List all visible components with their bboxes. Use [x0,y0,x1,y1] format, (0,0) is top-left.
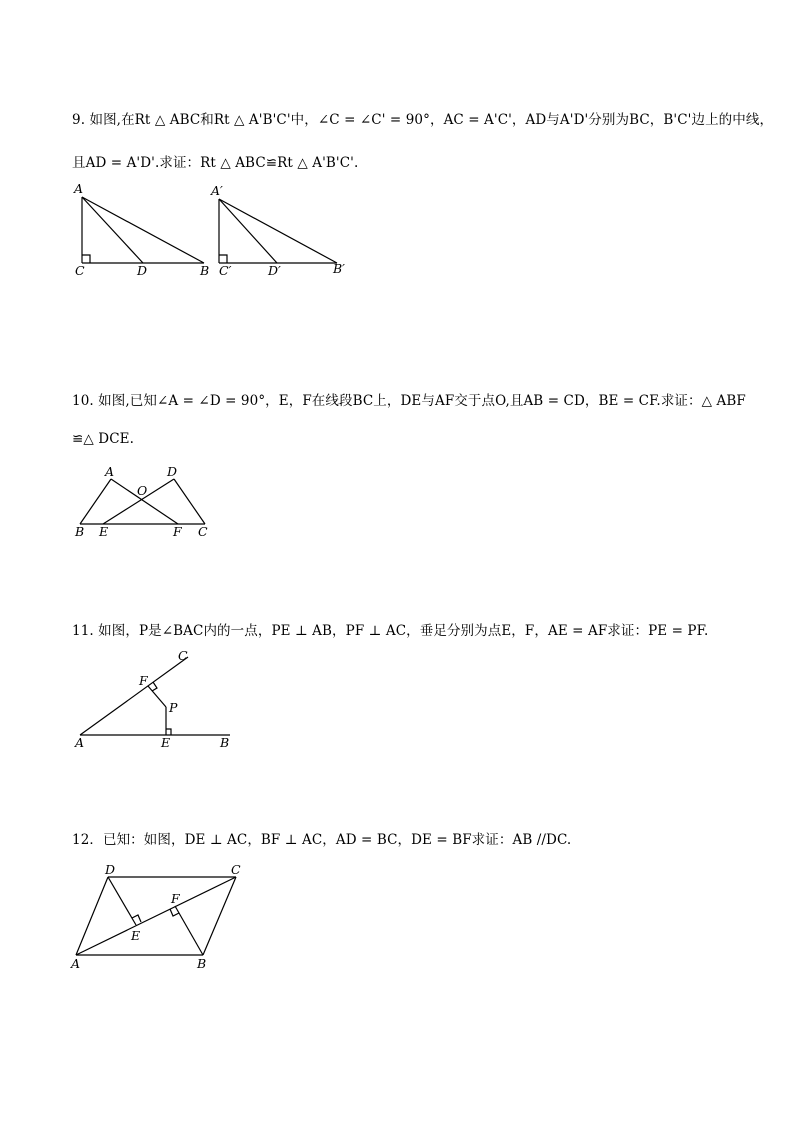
label-A: A [74,181,84,196]
label-B: B [220,735,230,750]
label-F: F [139,673,148,688]
problem-12-figure [65,858,255,978]
segment-BA [80,479,111,524]
right-angle-mark-C1 [219,255,227,263]
label-F: F [173,524,182,539]
problem-12-text-line1: 12．已知：如图，DE ⊥ AC，BF ⊥ AC，AD = BC，DE = BF求证：AB //DC. [72,832,572,848]
label-B: B [200,263,210,278]
label-D: D [137,263,148,278]
problem-9-text-line1: 9. 如图,在Rt △ ABC和Rt △ A'B'C'中，∠C = ∠C' = 90°，AC = A'C'，AD与A'D'分别为BC，B'C'边上的中线， [72,112,774,128]
problem-10-text-line2: ≌△ DCE. [72,431,134,447]
label-D: D [167,464,178,479]
label-C-prime: C′ [219,263,232,278]
problem-10-figure [70,462,220,547]
segment-FP [148,686,166,707]
segment-AD [82,197,143,263]
segment-A1D1 [219,199,277,263]
label-E: E [99,524,109,539]
label-C: C [178,648,188,663]
label-A: A [71,956,81,971]
label-E: E [131,928,141,943]
segment-DC [174,479,205,524]
problem-9-text-line2: 且AD = A'D'.求证：Rt △ ABC≌Rt △ A'B'C'. [72,155,359,171]
right-angle-mark-F [152,682,157,691]
label-C: C [75,263,85,278]
problem-11-text-line1: 11. 如图，P是∠BAC内的一点，PE ⊥ AB，PF ⊥ AC，垂足分别为点E，F，AE = AF求证：PE = PF. [72,623,709,639]
label-D-prime: D′ [268,263,281,278]
label-D: D [105,862,116,877]
label-B: B [197,956,207,971]
label-F: F [171,891,180,906]
segment-BC [203,877,236,955]
label-B: B [75,524,85,539]
label-A-prime: A′ [211,183,223,198]
label-A: A [75,735,85,750]
segment-AD [76,877,108,955]
problem-11-figure [70,645,245,755]
segment-A1B1 [219,199,337,263]
label-P: P [169,700,178,715]
label-A: A [105,464,115,479]
segment-AB [82,197,204,263]
problem-10-text-line1: 10. 如图,已知∠A = ∠D = 90°，E，F在线段BC上，DE与AF交于点O,且AB = CD，BE = CF.求证：△ ABF [72,393,746,409]
problem-9-figure [60,178,370,288]
segment-DE [108,877,136,925]
label-B-prime: B′ [333,261,346,276]
label-O: O [137,483,148,498]
label-C: C [231,862,241,877]
segment-AC [80,657,188,735]
label-C: C [198,524,208,539]
right-angle-mark-C [82,255,90,263]
segment-AC [76,877,236,955]
segment-BF [175,906,203,955]
label-E: E [161,735,171,750]
